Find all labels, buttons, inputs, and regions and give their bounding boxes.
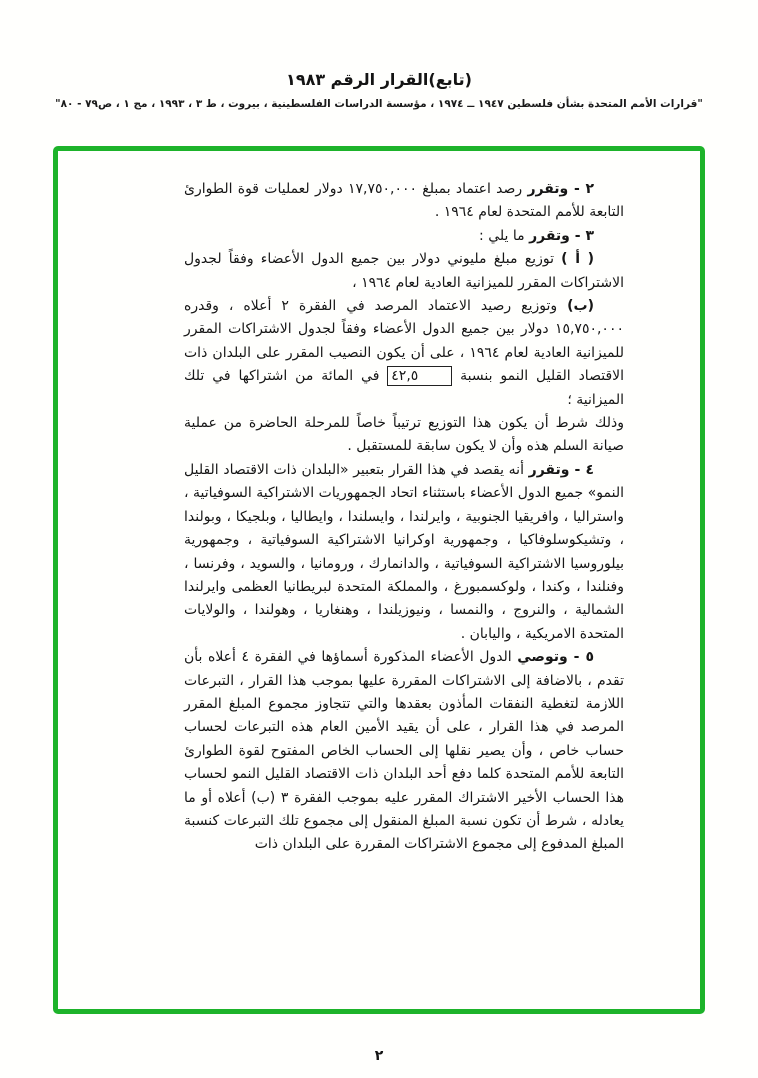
paragraph-lead: ٣ - وتقرر	[529, 227, 594, 244]
paragraph-lead: (ب)	[567, 298, 594, 315]
paragraph	[184, 646, 624, 857]
paragraph-lead: ٢ - وتقرر	[527, 181, 594, 197]
paragraph	[184, 178, 624, 225]
paragraph	[184, 459, 624, 646]
paragraph-lead: ( أ )	[561, 251, 595, 268]
page-footer	[0, 1045, 758, 1064]
paragraph-tail: في المائة من اشتراكها في تلك الميزانية ؛	[184, 368, 624, 408]
page-number: ٢	[374, 1048, 384, 1064]
paragraph	[184, 295, 624, 412]
paragraph-text: رصد اعتماد بمبلغ ١٧,٧٥٠,٠٠٠ دولار لعمليات قوة الطوارئ التابعة للأمم المتحدة لعام ١٩٦٤ .	[184, 181, 624, 221]
paragraph-text: ما يلي :	[479, 227, 530, 244]
page-title: (تابع)القرار الرقم ١٩٨٣	[286, 70, 472, 89]
paragraph-lead: ٥ - وتوصي	[517, 649, 594, 666]
source-citation: "قرارات الأمم المتحدة بشأن فلسطين ١٩٤٧ ــ ١٩٧٤ ، مؤسسة الدراسات الفلسطينية ، بيروت ، ط ٣ ، ١٩٩٣ ، مج ١ ، ص٧٩ - ٨٠"	[55, 98, 703, 110]
paragraph-text: أنه يقصد في هذا القرار بتعبير «البلدان ذات الاقتصاد القليل النمو» جميع الدول الأعضاء باستثناء اتحاد الجمهوريات الاشتراكية السوفياتية ، واستراليا ، وافريقيا الجنوبية ، وايرلندا ، وايسلندا ، وايطاليا ، وبلجيكا ، وبولندا ، وتشيكوسلوفاكيا ، وجمهورية اوكرانيا الاشتراكية السوفياتية ، وجمهورية بيلوروسيا الاشتراكية السوفياتية ، والدانمارك ، ورومانيا ، والسويد ، وفرنسا ، وفنلندا ، وكندا ، ولوكسمبورغ ، والمملكة المتحدة لبريطانيا العظمى وايرلندا الشمالية ، والنروج ، والنمسا ، ونيوزيلندا ، وهنغاريا ، وهولندا ، والولايات المتحدة الامريكية ، واليابان .	[184, 461, 624, 642]
boxed-value: ٤٢,٥	[387, 366, 452, 386]
paragraph-text: توزيع مبلغ مليوني دولار بين جميع الدول الأعضاء وفقاً لجدول الاشتراكات المقرر للميزانية العادية لعام ١٩٦٤ ،	[184, 251, 624, 291]
paragraph-text: وتوزيع رصيد الاعتماد المرصد في الفقرة ٢ أعلاه ، وقدره ١٥,٧٥٠,٠٠٠ دولار بين جميع الدول الأعضاء وفقاً لجدول الاشتراكات المقرر للميزانية العادية لعام ١٩٦٤ ، على أن يكون النصيب المقرر على البلدان ذات الاقتصاد القليل النمو بنسبة	[184, 298, 625, 385]
paragraph	[184, 225, 624, 248]
paragraph	[184, 412, 624, 459]
paragraph	[184, 248, 624, 295]
document-body	[184, 178, 624, 857]
page-header	[0, 70, 758, 110]
paragraph-text: الدول الأعضاء المذكورة أسماؤها في الفقرة ٤ أعلاه بأن تقدم ، بالاضافة إلى الاشتراكات المقررة عليها بموجب هذا القرار ، التبرعات اللازمة لتغطية النفقات المأذون بعقدها والتي تتجاوز مجموع المبلغ المقرر المرصد في هذا القرار ، على أن يقيد الأمين العام هذه التبرعات لحساب حساب خاص ، وأن يصير نقلها إلى الحساب الخاص المفتوح لقوة الطوارئ التابعة للأمم المتحدة كلما دفع أحد البلدان ذات الاقتصاد القليل النمو لحساب هذا الحساب الأخير الاشتراك المقرر عليه بموجب الفقرة ٣ (ب) أعلاه أو ما يعادله ، شرط أن تكون نسبة المبلغ المنقول إلى مجموع تلك التبرعات كنسبة المبلغ المدفوع إلى مجموع الاشتراكات المقررة على البلدان ذات	[184, 649, 624, 853]
content-frame	[53, 146, 705, 1014]
paragraph-lead: ٤ - وتقرر	[528, 461, 594, 478]
paragraph-text: وذلك شرط أن يكون هذا التوزيع ترتيباً خاصاً للمرحلة الحاضرة من عملية صيانة السلم هذه وأن لا يكون سابقة للمستقبل .	[184, 415, 624, 455]
